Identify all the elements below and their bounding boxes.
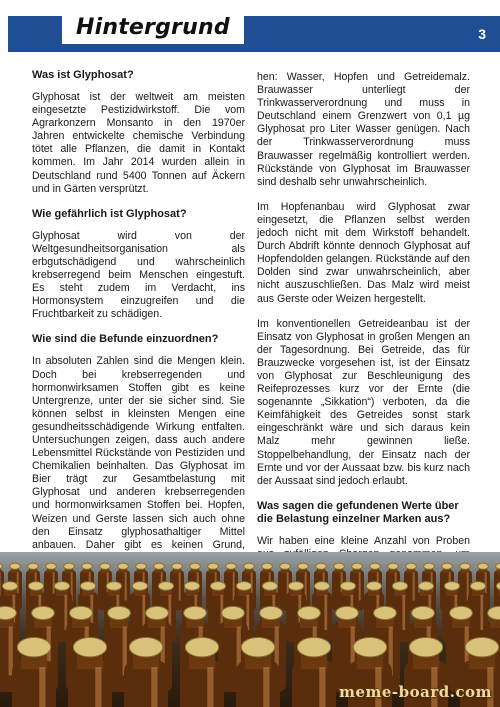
heading-wie-gefaehrlich: Wie gefährlich ist Glyphosat? <box>32 207 187 220</box>
heading-was-ist-glyphosat: Was ist Glyphosat? <box>32 69 134 81</box>
heading-befunde: Wie sind die Befunde einzuordnen? <box>32 333 219 346</box>
heading-was-sagen: Was sagen die gefundenen Werte über die Belastung einzelner Marken aus? <box>257 499 459 525</box>
section-title-box <box>62 10 244 44</box>
paragraph: Wir haben eine kleine Anzahl von Proben <box>257 534 470 547</box>
bottle <box>236 638 280 707</box>
paragraph: Glyphosat ist der weltweit am meisten eingesetzte Pestizidwirkstoff. Die vom Agrarkonzern Monsanto in den 1970er Jahren entwickelte chemische Verbindung tötet alle Pflanzen, die damit in Kontakt kommen. Im Jahr 2014 wurden allein in Deutschland rund 5400 Tonnen auf Äckern und in Gärten versprützt. <box>32 91 245 195</box>
beer-bottles-photo <box>0 552 500 707</box>
paragraph: Glyphosat wird von der Weltgesundheitsorganisation als erbgutschädigend und wahrscheinlich krebserregend beim Menschen eingestuft. Es steht zudem im Verdacht, ins Hormonsystem einzugreifen und die Fruchtbarkeit zu schädigen. <box>32 229 245 321</box>
paragraph: In absoluten Zahlen sind die Mengen klein. Doch bei krebserregenden und hormonwirksamen Stoffen gibt es keine Untergrenze, unter der sie sicher sind. Sie können selbst in kleinsten Mengen eine gesundheitsschädigende Wirkung entfalten. Untersuchungen zeigen, dass auch andere Lebensmittel Rückstände von Pestiziden und Chemikalien beinhalten. Das Glyphosat im Bier trägt zur Gesamtbelastung mit Glyphosat und anderen krebserregenden und hormonwirksamen Stoffen bei. Hopfen, Weizen und Gerste lassen sich auch ohne den Einsatz glyphosathaltiger Mittel anbauen. Daher gibt es keinen Grund, <box>32 355 245 551</box>
bottle <box>68 638 112 707</box>
watermark: meme-board.com <box>339 683 492 701</box>
page-number: 3 <box>478 26 486 42</box>
bottle <box>12 638 56 707</box>
paragraph: Im Hopfenanbau wird Glyphosat zwar eingesetzt, die Pflanzen selbst werden jedoch nicht mit dem Wirkstoff behandelt. Durch Abdrift könnte dennoch Glyphosat auf Hopfendolden gelangen. Rückstände auf den Dolden sind zwar unwahrscheinlich, aber nicht auszuschließen. Das Malz wird meist aus Gerste oder Weizen hergestellt. <box>257 200 470 305</box>
paragraph: Im konventionellen Getreideanbau ist der Einsatz von Glyphosat in großen Mengen an der Tagesordnung. Bei Getreide, das für Brauzwecke vorgesehen ist, ist der Einsatz von Glyphosat zur Beschleunigung des Reifeprozesses kurz vor der Ernte (die sogenannte „Sikkation“) verboten, da die Keimfähigkeit des Getreides sonst stark eingeschränkt wäre und sich daraus kein Malz mehr gewinnen ließe. Stoppelbehandlung, der Einsatz nach der Ernte und vor der Aussaat bzw. bis kurz nach der Aussaat sind jedoch erlaubt. <box>257 317 470 487</box>
section-title: Hintergrund <box>76 14 230 40</box>
page-header <box>0 0 500 58</box>
paragraph: hen: Wasser, Hopfen und Getreidemalz. Brauwasser unterliegt der Trinkwasserverordnung und muss in Deutschland einem Grenzwert von 0,1 µg Glyphosat pro Liter Wasser genügen. Nach der Trinkwasserverordnung muss Brauwasser regelmäßig kontrolliert werden. Rückstände von Glyphosat im Brauwasser sind deshalb sehr unwahrscheinlich. <box>257 71 470 188</box>
bottle <box>124 638 168 707</box>
bottle <box>292 638 336 707</box>
bottle <box>180 638 224 707</box>
